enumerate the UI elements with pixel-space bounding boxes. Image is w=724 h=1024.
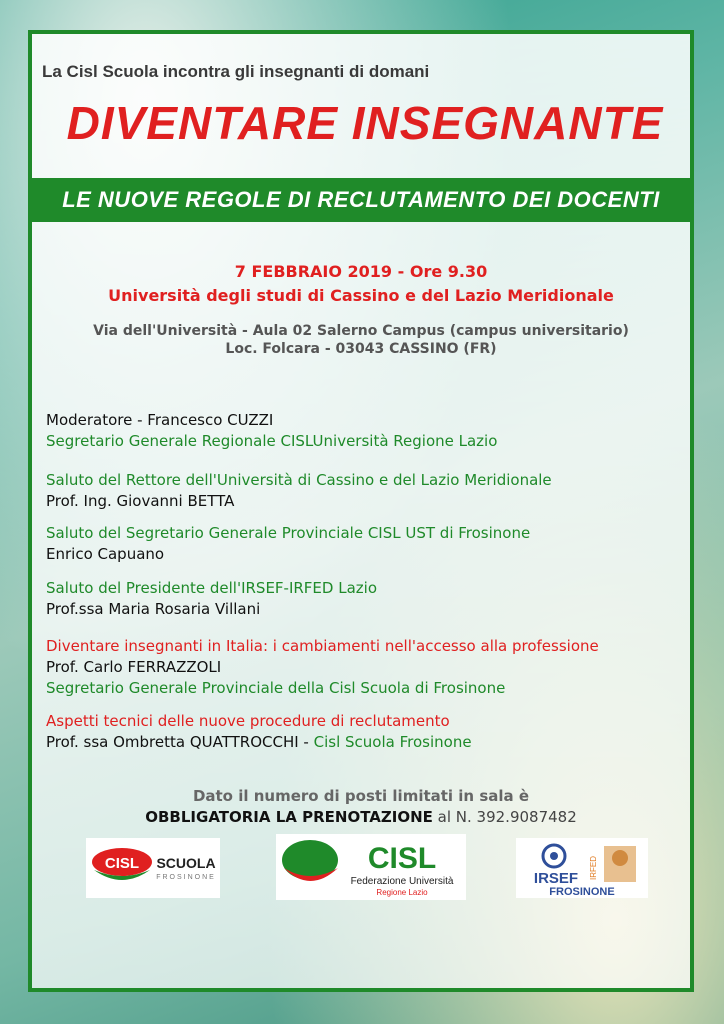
program-item-4 bbox=[46, 578, 706, 620]
banner-text: LE NUOVE REGOLE DI RECLUTAMENTO DEI DOCENTI bbox=[62, 187, 660, 212]
program-item-title: Diventare insegnanti in Italia: i cambiamenti nell'accesso alla professione bbox=[46, 637, 599, 655]
address-line-1: Via dell'Università - Aula 02 Salerno Campus (campus universitario) bbox=[93, 323, 629, 339]
program-item-role: Segretario Generale Provinciale della Cisl Scuola di Frosinone bbox=[46, 679, 506, 697]
program-item-speaker: Prof. ssa Ombretta QUATTROCCHI - bbox=[46, 733, 314, 751]
program-item-1 bbox=[46, 410, 706, 452]
event-date: 7 FEBBRAIO 2019 - Ore 9.30 bbox=[234, 262, 488, 281]
scuola-text: SCUOLA bbox=[156, 855, 216, 871]
program-item-6 bbox=[46, 711, 706, 753]
notice-phone: al N. 392.9087482 bbox=[432, 808, 577, 826]
program-item-5 bbox=[46, 636, 706, 699]
cisl-universita-logo bbox=[276, 834, 466, 900]
program-item-speaker: Prof.ssa Maria Rosaria Villani bbox=[46, 600, 261, 618]
program-item-title: Saluto del Segretario Generale Provinciale CISL UST di Frosinone bbox=[46, 524, 531, 542]
program-item-title: Aspetti tecnici delle nuove procedure di reclutamento bbox=[46, 712, 450, 730]
regione-text: Regione Lazio bbox=[376, 888, 428, 897]
irsef-irfed-logo bbox=[516, 838, 648, 898]
federazione-text: Federazione Università bbox=[350, 876, 454, 887]
irsef-text: IRSEF bbox=[533, 870, 579, 887]
frosinone-text: FROSINONE bbox=[156, 874, 216, 881]
cisl-scuola-logo bbox=[86, 838, 220, 898]
kicker-text: La Cisl Scuola incontra gli insegnanti di domani bbox=[42, 62, 430, 81]
program-item-title: Moderatore - Francesco CUZZI bbox=[46, 411, 274, 429]
event-address bbox=[32, 322, 690, 358]
program-item-speaker: Prof. Carlo FERRAZZOLI bbox=[46, 658, 222, 676]
program-item-2 bbox=[46, 470, 706, 512]
reservation-notice bbox=[32, 786, 690, 828]
notice-line-1: Dato il numero di posti limitati in sala è bbox=[192, 787, 530, 805]
notice-emphasis: OBBLIGATORIA LA PRENOTAZIONE bbox=[145, 808, 433, 826]
event-venue: Università degli studi di Cassino e del Lazio Meridionale bbox=[108, 286, 614, 305]
cisl-mark-text: CISL bbox=[104, 855, 140, 872]
program-item-title: Saluto del Rettore dell'Università di Cassino e del Lazio Meridionale bbox=[46, 471, 552, 489]
cisl-wordmark: CISL bbox=[367, 842, 437, 875]
program-item-speaker: Prof. Ing. Giovanni BETTA bbox=[46, 492, 235, 510]
irsef-frosinone-text: FROSINONE bbox=[549, 886, 615, 898]
program-item-title: Saluto del Presidente dell'IRSEF-IRFED Lazio bbox=[46, 579, 377, 597]
program-item-role: Segretario Generale Regionale CISLUniversità Regione Lazio bbox=[46, 432, 498, 450]
notice-line-2 bbox=[32, 807, 690, 828]
program-item-speaker: Enrico Capuano bbox=[46, 545, 165, 563]
program-item-org: Cisl Scuola Frosinone bbox=[313, 733, 472, 751]
address-line-2: Loc. Folcara - 03043 CASSINO (FR) bbox=[225, 341, 497, 357]
program-item-3 bbox=[46, 523, 706, 565]
irfed-vertical-text: IRFED bbox=[589, 856, 598, 880]
program-item-speaker-line bbox=[46, 732, 706, 753]
poster-title: DIVENTARE INSEGNANTE bbox=[66, 97, 664, 149]
subtitle-banner bbox=[32, 178, 690, 222]
